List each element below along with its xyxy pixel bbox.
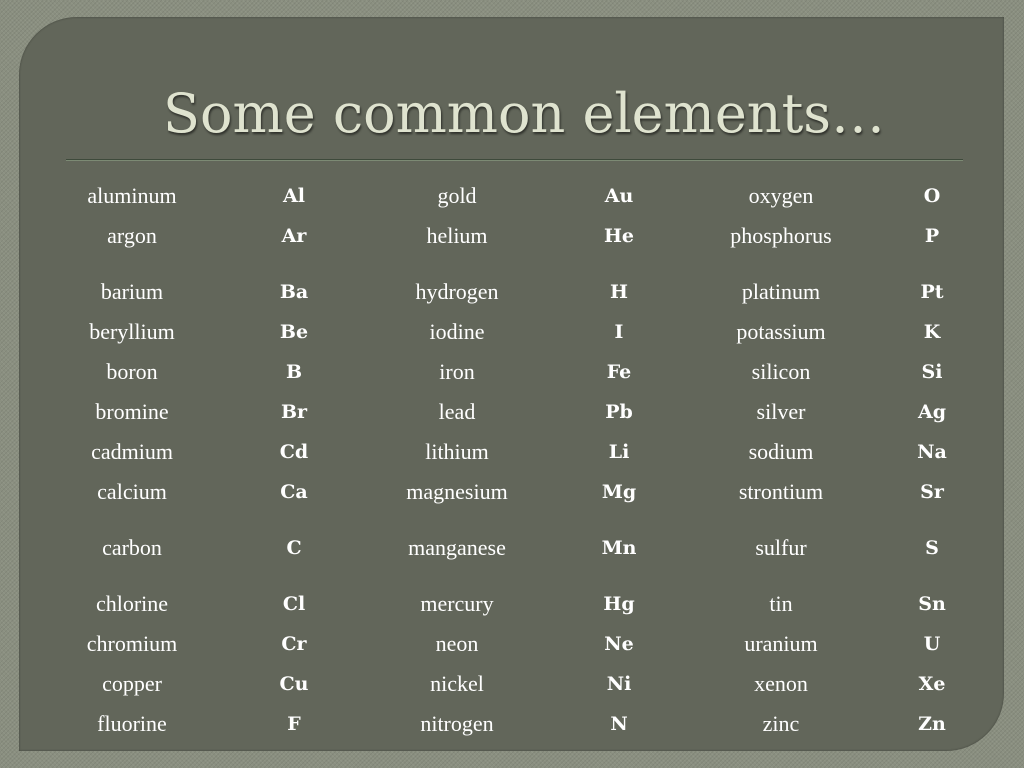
element-name: lead xyxy=(438,399,476,424)
element-symbol: Cd xyxy=(279,441,309,463)
element-symbol: C xyxy=(286,537,302,559)
element-symbol: Pt xyxy=(920,281,944,303)
element-symbol: U xyxy=(923,633,941,655)
element-symbol: N xyxy=(610,713,628,735)
element-symbol: Pb xyxy=(605,401,633,423)
element-symbol: P xyxy=(924,225,940,247)
element-name: silicon xyxy=(751,359,811,384)
element-name: helium xyxy=(426,223,488,248)
elements-table-body xyxy=(50,176,1000,744)
element-name: hydrogen xyxy=(415,279,499,304)
element-symbol: Ni xyxy=(606,673,632,695)
element-name: oxygen xyxy=(748,183,814,208)
element-symbol: Xe xyxy=(918,673,946,695)
table-row xyxy=(50,528,1000,584)
table-row xyxy=(50,352,1000,392)
element-name: beryllium xyxy=(89,319,175,344)
table-row xyxy=(50,312,1000,352)
table-row xyxy=(50,392,1000,432)
element-symbol: Cl xyxy=(282,593,306,615)
element-name: aluminum xyxy=(87,183,177,208)
element-symbol: Li xyxy=(608,441,630,463)
element-name: cadmium xyxy=(91,439,173,464)
element-name: potassium xyxy=(736,319,826,344)
element-name: tin xyxy=(769,591,793,616)
table-row xyxy=(50,176,1000,216)
element-symbol: Ne xyxy=(604,633,634,655)
element-name: boron xyxy=(106,359,158,384)
element-name: iodine xyxy=(429,319,485,344)
element-name: manganese xyxy=(408,535,506,560)
element-name: mercury xyxy=(420,591,494,616)
element-symbol: S xyxy=(925,537,939,559)
table-row xyxy=(50,664,1000,704)
element-symbol: Ag xyxy=(917,401,947,423)
element-name: strontium xyxy=(738,479,824,504)
element-symbol: Cr xyxy=(281,633,307,655)
element-symbol: O xyxy=(923,185,941,207)
element-name: silver xyxy=(756,399,806,424)
element-name: bromine xyxy=(95,399,169,424)
element-name: gold xyxy=(437,183,477,208)
element-symbol: Cu xyxy=(279,673,309,695)
table-row xyxy=(50,432,1000,472)
table-row xyxy=(50,472,1000,528)
element-symbol: Br xyxy=(280,401,308,423)
element-symbol: Fe xyxy=(606,361,632,383)
element-name: barium xyxy=(100,279,164,304)
element-name: magnesium xyxy=(406,479,508,504)
table-row xyxy=(50,624,1000,664)
table-row xyxy=(50,272,1000,312)
element-symbol: Mg xyxy=(601,481,637,503)
element-name: argon xyxy=(107,223,157,248)
element-name: nitrogen xyxy=(420,711,494,736)
table-row xyxy=(50,704,1000,744)
element-symbol: Ca xyxy=(280,481,308,503)
element-symbol: H xyxy=(610,281,628,303)
element-symbol: B xyxy=(285,361,303,383)
element-symbol: Hg xyxy=(603,593,635,615)
element-name: xenon xyxy=(754,671,808,696)
element-name: nickel xyxy=(430,671,484,696)
element-symbol: F xyxy=(287,713,301,735)
element-name: fluorine xyxy=(97,711,167,736)
element-name: carbon xyxy=(102,535,162,560)
element-symbol: Sr xyxy=(920,481,944,503)
element-symbol: I xyxy=(614,321,624,343)
element-name: iron xyxy=(439,359,475,384)
element-symbol: Sn xyxy=(918,593,946,615)
element-symbol: Zn xyxy=(918,713,946,735)
element-name: chlorine xyxy=(95,591,169,616)
element-symbol: Na xyxy=(917,441,947,463)
element-symbol: Al xyxy=(283,185,305,207)
elements-table xyxy=(50,176,1000,744)
element-name: uranium xyxy=(744,631,818,656)
element-symbol: Ar xyxy=(281,225,307,247)
slide-title: Some common elements… xyxy=(163,82,885,145)
table-row xyxy=(50,216,1000,272)
element-name: sulfur xyxy=(755,535,807,560)
element-name: neon xyxy=(435,631,479,656)
element-name: phosphorus xyxy=(730,223,832,248)
element-symbol: Au xyxy=(604,185,634,207)
element-name: zinc xyxy=(762,711,800,736)
element-name: lithium xyxy=(425,439,489,464)
element-symbol: K xyxy=(923,321,941,343)
element-symbol: Si xyxy=(921,361,943,383)
element-symbol: Be xyxy=(279,321,309,343)
element-symbol: Ba xyxy=(279,281,309,303)
element-name: platinum xyxy=(741,279,821,304)
element-symbol: He xyxy=(603,225,635,247)
element-name: chromium xyxy=(86,631,178,656)
title-divider xyxy=(66,159,963,161)
table-row xyxy=(50,584,1000,624)
element-symbol: Mn xyxy=(601,537,637,559)
element-name: copper xyxy=(102,671,162,696)
element-name: calcium xyxy=(97,479,167,504)
element-name: sodium xyxy=(748,439,814,464)
